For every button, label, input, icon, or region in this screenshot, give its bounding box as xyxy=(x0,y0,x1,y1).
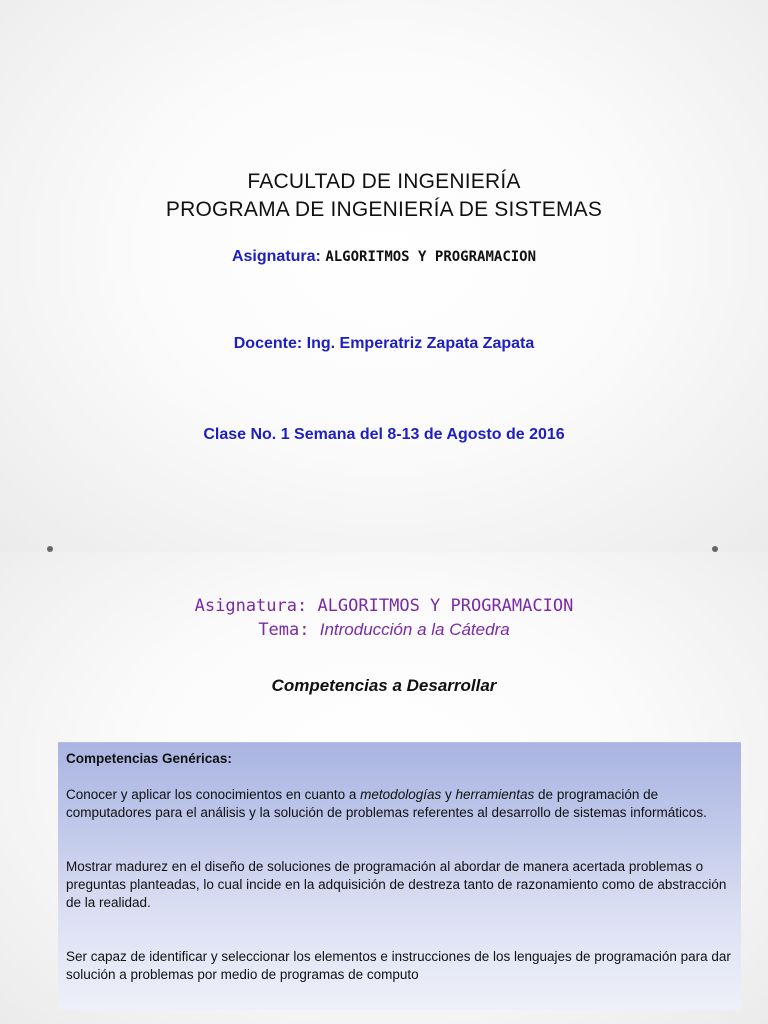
tema-label: Tema: xyxy=(258,620,320,640)
tema-value: Introducción a la Cátedra xyxy=(319,620,510,639)
faculty-title: FACULTAD DE INGENIERÍA xyxy=(247,170,521,193)
clase-line: Clase No. 1 Semana del 8-13 de Agosto de 2016 xyxy=(203,426,565,443)
competencia-1-text-b: y xyxy=(441,787,456,802)
asignatura-line xyxy=(0,248,768,266)
competencias-genericas-heading: Competencias Genéricas: xyxy=(66,751,232,766)
program-title: PROGRAMA DE INGENIERÍA DE SISTEMAS xyxy=(165,198,603,221)
competencias-title: Competencias a Desarrollar xyxy=(271,676,497,695)
slide2-asignatura: Asignatura: ALGORITMOS Y PROGRAMACION xyxy=(194,596,574,616)
tema-line xyxy=(0,620,768,640)
competencia-2: Mostrar madurez en el diseño de soluciones de programación al abordar de manera acertada problemas o preguntas planteadas, lo cual incide en la adquisición de destreza tanto de razonamiento como de abstracción de la realidad. xyxy=(66,859,727,910)
docente-line: Docente: Ing. Emperatriz Zapata Zapata xyxy=(233,335,535,352)
competencia-1-ital-2: herramientas xyxy=(455,787,535,802)
asignatura-value: ALGORITMOS Y PROGRAMACION xyxy=(325,249,537,265)
competencia-1-ital-1: metodologías xyxy=(360,787,442,802)
competencia-1-text-a: Conocer y aplicar los conocimientos en cuanto a xyxy=(66,787,361,802)
competencia-1-text-c: de programación de computadores para el análisis y la solución de problemas referentes al desarrollo de sistemas informáticos. xyxy=(66,787,707,820)
slide-2 xyxy=(0,552,768,1024)
competencia-3: Ser capaz de identificar y seleccionar los elementos e instrucciones de los lenguajes de programación para dar solución a problemas por medio de programas de computo xyxy=(66,949,731,982)
competencia-1 xyxy=(66,786,733,822)
competencias-box xyxy=(58,742,741,1010)
asignatura-label: Asignatura: xyxy=(231,248,326,265)
